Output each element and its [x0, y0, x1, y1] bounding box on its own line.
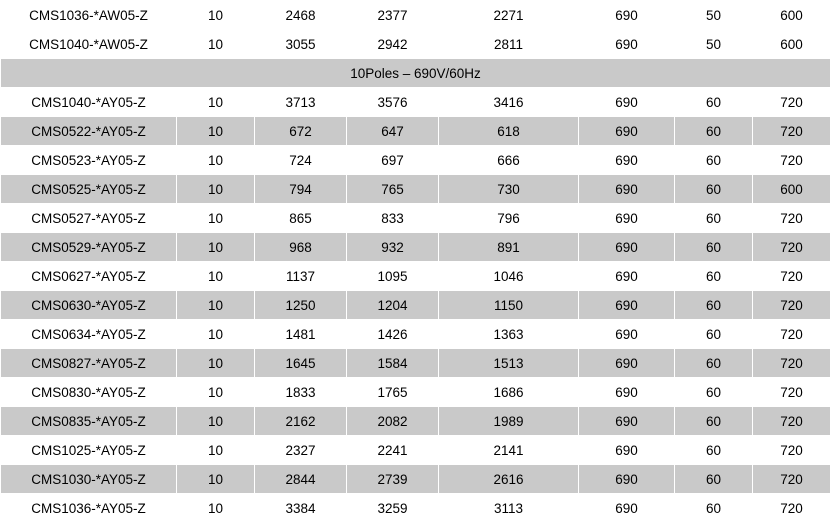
cell-value: 60: [675, 320, 753, 349]
cell-value: 1204: [347, 291, 439, 320]
table-row: [1, 262, 830, 291]
table-row: [1, 30, 830, 59]
cell-value: 690: [579, 233, 675, 262]
table-body: [1, 1, 830, 523]
cell-value: 3416: [439, 88, 579, 117]
cell-value: 50: [675, 1, 753, 30]
cell-value: 1426: [347, 320, 439, 349]
cell-value: 2844: [255, 465, 347, 494]
cell-model: CMS1036-*AW05-Z: [1, 1, 177, 30]
cell-value: 697: [347, 146, 439, 175]
cell-value: 10: [177, 117, 255, 146]
cell-value: 2468: [255, 1, 347, 30]
cell-value: 10: [177, 320, 255, 349]
cell-value: 60: [675, 349, 753, 378]
cell-value: 720: [753, 407, 830, 436]
cell-value: 690: [579, 465, 675, 494]
cell-value: 2162: [255, 407, 347, 436]
cell-value: 690: [579, 436, 675, 465]
cell-value: 690: [579, 30, 675, 59]
table-row: [1, 320, 830, 349]
cell-model: CMS0634-*AY05-Z: [1, 320, 177, 349]
cell-model: CMS0527-*AY05-Z: [1, 204, 177, 233]
cell-value: 1137: [255, 262, 347, 291]
table-row: [1, 494, 830, 523]
cell-value: 60: [675, 291, 753, 320]
cell-value: 1363: [439, 320, 579, 349]
cell-value: 1513: [439, 349, 579, 378]
cell-value: 618: [439, 117, 579, 146]
table-row: [1, 378, 830, 407]
cell-value: 765: [347, 175, 439, 204]
cell-value: 3713: [255, 88, 347, 117]
cell-value: 10: [177, 407, 255, 436]
table-row: [1, 465, 830, 494]
cell-value: 2271: [439, 1, 579, 30]
cell-value: 720: [753, 146, 830, 175]
cell-value: 720: [753, 494, 830, 523]
cell-model: CMS0630-*AY05-Z: [1, 291, 177, 320]
cell-value: 60: [675, 378, 753, 407]
cell-value: 3384: [255, 494, 347, 523]
cell-value: 60: [675, 88, 753, 117]
cell-model: CMS0523-*AY05-Z: [1, 146, 177, 175]
cell-model: CMS1025-*AY05-Z: [1, 436, 177, 465]
table-row: [1, 436, 830, 465]
cell-value: 865: [255, 204, 347, 233]
cell-value: 690: [579, 117, 675, 146]
cell-value: 720: [753, 291, 830, 320]
table-row: [1, 175, 830, 204]
cell-value: 720: [753, 378, 830, 407]
table-row: [1, 117, 830, 146]
cell-value: 1481: [255, 320, 347, 349]
cell-value: 794: [255, 175, 347, 204]
cell-model: CMS0522-*AY05-Z: [1, 117, 177, 146]
cell-value: 672: [255, 117, 347, 146]
cell-model: CMS0627-*AY05-Z: [1, 262, 177, 291]
cell-value: 720: [753, 262, 830, 291]
cell-value: 60: [675, 175, 753, 204]
cell-model: CMS1040-*AW05-Z: [1, 30, 177, 59]
table-section-row: [1, 59, 830, 88]
table-row: [1, 349, 830, 378]
section-label: 10Poles – 690V/60Hz: [1, 59, 830, 88]
cell-value: 720: [753, 204, 830, 233]
table-row: [1, 204, 830, 233]
cell-value: 2241: [347, 436, 439, 465]
cell-value: 3576: [347, 88, 439, 117]
cell-value: 796: [439, 204, 579, 233]
cell-value: 60: [675, 407, 753, 436]
cell-model: CMS1040-*AY05-Z: [1, 88, 177, 117]
cell-value: 690: [579, 175, 675, 204]
cell-value: 10: [177, 378, 255, 407]
cell-value: 690: [579, 378, 675, 407]
cell-value: 720: [753, 233, 830, 262]
cell-model: CMS0529-*AY05-Z: [1, 233, 177, 262]
cell-value: 10: [177, 494, 255, 523]
cell-value: 690: [579, 88, 675, 117]
cell-value: 932: [347, 233, 439, 262]
cell-value: 720: [753, 349, 830, 378]
cell-value: 3113: [439, 494, 579, 523]
cell-value: 968: [255, 233, 347, 262]
cell-value: 690: [579, 1, 675, 30]
cell-value: 1833: [255, 378, 347, 407]
cell-value: 647: [347, 117, 439, 146]
cell-value: 1046: [439, 262, 579, 291]
cell-value: 3259: [347, 494, 439, 523]
cell-value: 2377: [347, 1, 439, 30]
cell-value: 833: [347, 204, 439, 233]
cell-value: 1645: [255, 349, 347, 378]
table-row: [1, 146, 830, 175]
cell-value: 10: [177, 175, 255, 204]
cell-value: 724: [255, 146, 347, 175]
cell-value: 10: [177, 88, 255, 117]
cell-value: 2141: [439, 436, 579, 465]
cell-value: 10: [177, 233, 255, 262]
cell-value: 666: [439, 146, 579, 175]
cell-value: 60: [675, 233, 753, 262]
cell-value: 720: [753, 117, 830, 146]
cell-value: 690: [579, 349, 675, 378]
cell-value: 10: [177, 291, 255, 320]
cell-value: 2327: [255, 436, 347, 465]
cell-model: CMS1030-*AY05-Z: [1, 465, 177, 494]
cell-model: CMS0827-*AY05-Z: [1, 349, 177, 378]
cell-value: 60: [675, 117, 753, 146]
cell-value: 1584: [347, 349, 439, 378]
cell-value: 891: [439, 233, 579, 262]
table-row: [1, 88, 830, 117]
cell-value: 10: [177, 204, 255, 233]
cell-value: 60: [675, 436, 753, 465]
cell-value: 600: [753, 30, 830, 59]
cell-value: 10: [177, 349, 255, 378]
cell-value: 690: [579, 291, 675, 320]
cell-value: 720: [753, 320, 830, 349]
cell-value: 690: [579, 320, 675, 349]
cell-value: 10: [177, 262, 255, 291]
cell-value: 730: [439, 175, 579, 204]
cell-value: 2082: [347, 407, 439, 436]
table-row: [1, 291, 830, 320]
cell-model: CMS0835-*AY05-Z: [1, 407, 177, 436]
cell-value: 60: [675, 146, 753, 175]
cell-model: CMS1036-*AY05-Z: [1, 494, 177, 523]
cell-value: 600: [753, 175, 830, 204]
cell-value: 50: [675, 30, 753, 59]
cell-value: 10: [177, 146, 255, 175]
cell-value: 1250: [255, 291, 347, 320]
cell-value: 1095: [347, 262, 439, 291]
table-row: [1, 1, 830, 30]
table-row: [1, 407, 830, 436]
cell-model: CMS0830-*AY05-Z: [1, 378, 177, 407]
cell-value: 690: [579, 262, 675, 291]
cell-value: 690: [579, 146, 675, 175]
cell-value: 60: [675, 465, 753, 494]
cell-value: 690: [579, 494, 675, 523]
cell-value: 3055: [255, 30, 347, 59]
cell-value: 720: [753, 88, 830, 117]
cell-value: 10: [177, 30, 255, 59]
cell-value: 60: [675, 262, 753, 291]
cell-value: 1765: [347, 378, 439, 407]
cell-value: 60: [675, 204, 753, 233]
cell-value: 2942: [347, 30, 439, 59]
cell-value: 1989: [439, 407, 579, 436]
cell-value: 1150: [439, 291, 579, 320]
cell-value: 690: [579, 407, 675, 436]
cell-value: 1686: [439, 378, 579, 407]
cell-value: 720: [753, 436, 830, 465]
cell-model: CMS0525-*AY05-Z: [1, 175, 177, 204]
cell-value: 60: [675, 494, 753, 523]
cell-value: 600: [753, 1, 830, 30]
cell-value: 2811: [439, 30, 579, 59]
cell-value: 690: [579, 204, 675, 233]
table-row: [1, 233, 830, 262]
cell-value: 10: [177, 1, 255, 30]
cell-value: 2739: [347, 465, 439, 494]
cell-value: 10: [177, 436, 255, 465]
cell-value: 720: [753, 465, 830, 494]
cell-value: 10: [177, 465, 255, 494]
cell-value: 2616: [439, 465, 579, 494]
